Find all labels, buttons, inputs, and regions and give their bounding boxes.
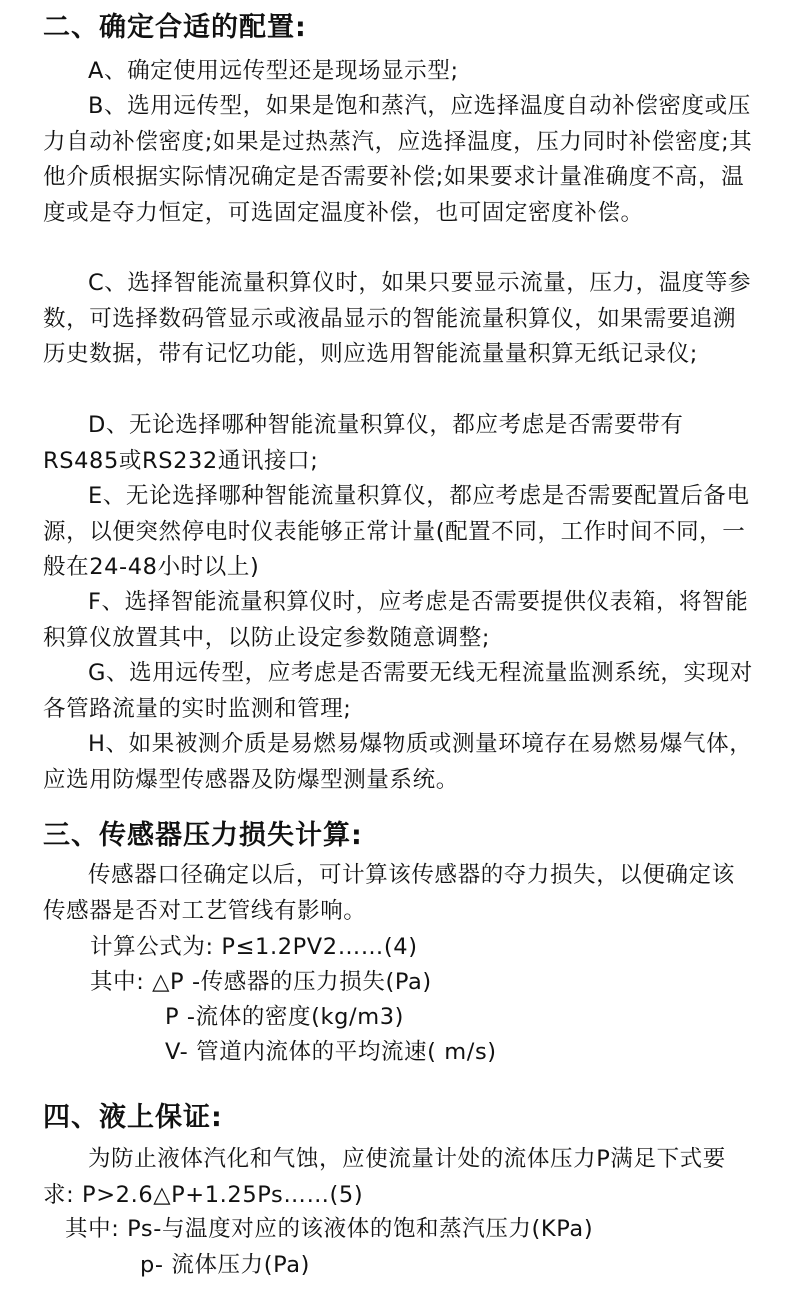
item-c-text: C、选择智能流量积算仪时，如果只要显示流量，压力，温度等参数，可选择数码管显示或液晶显示的智能流量积算仪，如果需要追溯历史数据，带有记忆功能，则应选用智能流量量积算无纸记录仪;: [43, 270, 752, 367]
item-f-text: F、选择智能流量积算仪时，应考虑是否需要提供仪表箱，将智能积算仪放置其中，以防止设定参数随意调整;: [43, 589, 749, 651]
item-h-text: H、如果被测介质是易燃易爆物质或测量环境存在易燃易爆气体，应选用防爆型传感器及防爆型测量系统。: [43, 731, 753, 793]
section-2-heading: 二、确定合适的配置:: [43, 12, 307, 43]
section-2-item-h: [43, 727, 753, 798]
section-2-item-b: [43, 89, 753, 231]
section-2-item-a: [43, 54, 753, 90]
definition-ps: 其中: Ps-与温度对应的该液体的饱和蒸汽压力(KPa): [65, 1216, 594, 1242]
item-b-text: B、选用远传型，如果是饱和蒸汽，应选择温度自动补偿密度或压力自动补偿密度;如果是过热蒸汽，应选择温度，压力同时补偿密度;其他介质根据实际情况确定是否需要补偿;如果要求计量准确度不高，温度或是夺力恒定，可选固定温度补偿，也可固定密度补偿。: [43, 93, 753, 226]
section-3-intro: [43, 858, 753, 929]
definition-delta-p: 其中: △P -传感器的压力损失(Pa): [90, 969, 432, 995]
item-a-text: A、确定使用远传型还是现场显示型;: [88, 58, 459, 84]
item-g-text: G、选用远传型，应考虑是否需要无线无程流量监测系统，实现对各管路流量的实时监测和管理;: [43, 660, 753, 722]
section-4-heading: 四、液上保证:: [43, 1102, 223, 1133]
definition-density: P -流体的密度(kg/m3): [165, 1004, 405, 1030]
section-4-intro: [43, 1142, 753, 1213]
section-4-intro-text: 为防止液体汽化和气蚀，应使流量计处的流体压力P满足下式要求: P>2.6△P+1.25Ps……(5): [43, 1146, 726, 1208]
section-2-item-c: [43, 266, 753, 373]
definition-velocity: V- 管道内流体的平均流速( m/s): [165, 1039, 497, 1065]
section-2-item-d: [43, 408, 753, 479]
section-3-intro-text: 传感器口径确定以后，可计算该传感器的夺力损失，以便确定该传感器是否对工艺管线有影响。: [43, 862, 735, 924]
section-3-heading: 三、传感器压力损失计算:: [43, 820, 363, 851]
formula-4: 计算公式为: P≤1.2PV2……(4): [90, 934, 418, 960]
section-2-item-f: [43, 585, 753, 656]
definition-p: p- 流体压力(Pa): [140, 1252, 311, 1278]
section-2-item-g: [43, 656, 753, 727]
section-2-item-e: [43, 479, 753, 586]
item-d-text: D、无论选择哪种智能流量积算仪，都应考虑是否需要带有RS485或RS232通讯接口;: [43, 412, 684, 474]
item-e-text: E、无论选择哪种智能流量积算仪，都应考虑是否需要配置后备电源，以便突然停电时仪表能够正常计量(配置不同，工作时间不同，一般在24-48小时以上): [43, 483, 750, 580]
